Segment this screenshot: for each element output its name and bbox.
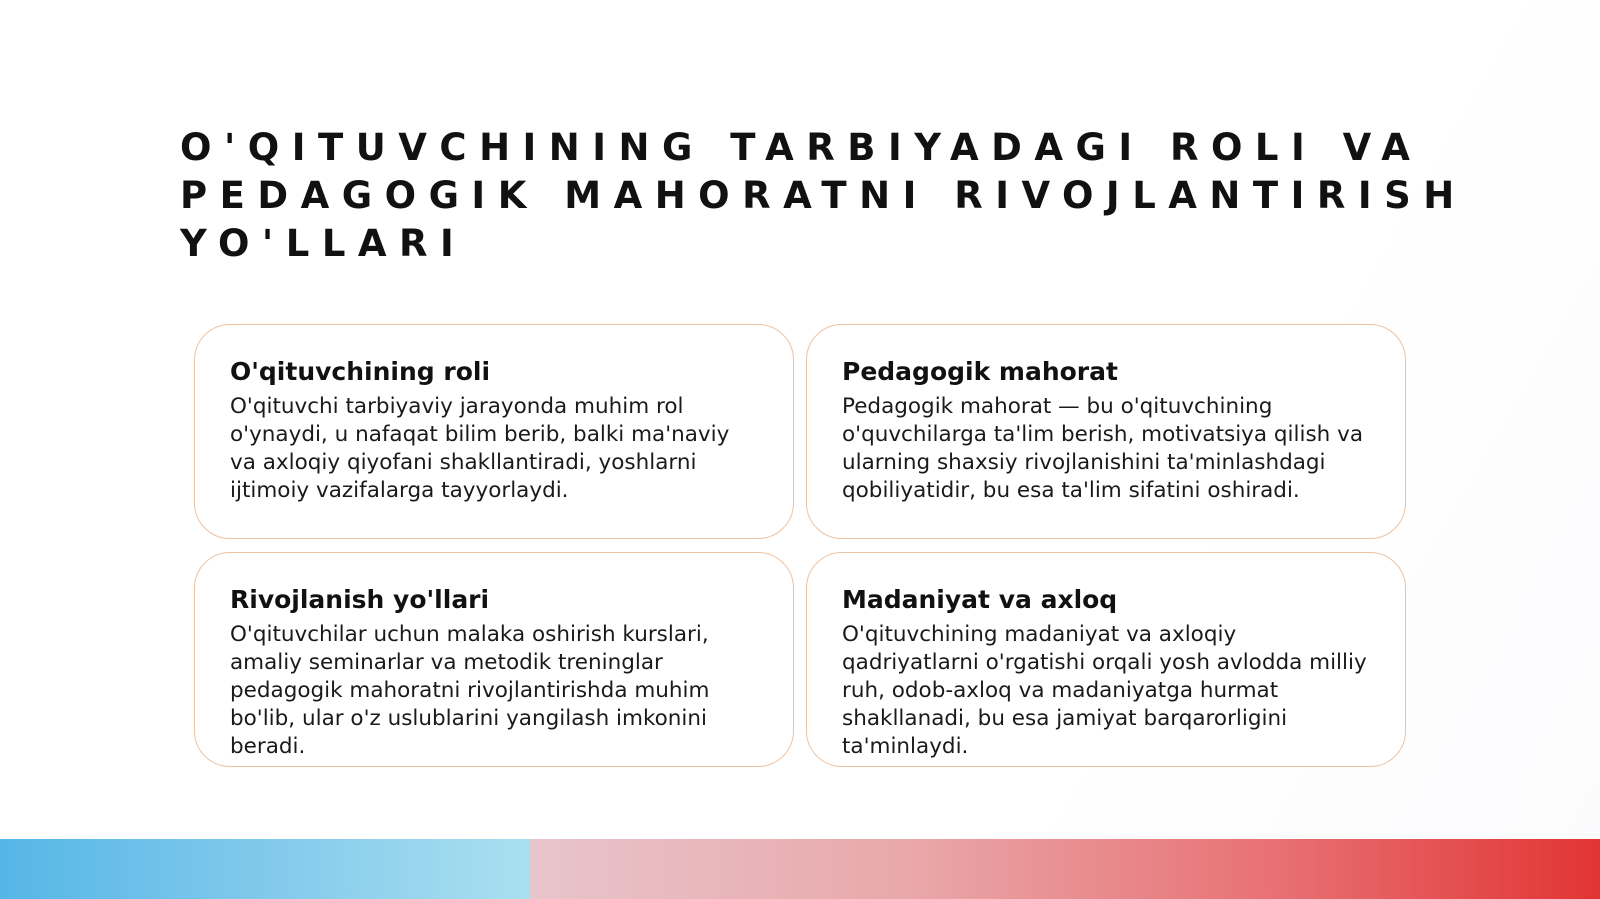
card-text: O'qituvchilar uchun malaka oshirish kurslari, amaliy seminarlar va metodik treninglar pedagogik mahoratni rivojlantirishda muhim bo'lib, ular o'z uslublarini yangilash imkonini beradi. (230, 622, 710, 759)
gradient-bar-blue-segment (0, 839, 530, 899)
card-text: O'qituvchining madaniyat va axloqiy qadriyatlarni o'rgatishi orqali yosh avlodda milliy ruh, odob-axloq va madaniyatga hurmat shakllanadi, bu esa jamiyat barqarorligini ta'minlaydi. (842, 622, 1367, 759)
decorative-gradient-bar (0, 839, 1600, 899)
card-heading: Madaniyat va axloq (842, 585, 1118, 614)
card-text: Pedagogik mahorat — bu o'qituvchining o'quvchilarga ta'lim berish, motivatsiya qilish va ularning shaxsiy rivojlanishini ta'minlashdagi qobiliyatidir, bu esa ta'lim sifatini oshiradi. (842, 394, 1364, 503)
card-heading: O'qituvchining roli (230, 357, 491, 386)
card-grid (194, 324, 1406, 767)
card-heading: Pedagogik mahorat (842, 357, 1118, 386)
card-pedagogical-skill (806, 324, 1406, 539)
card-text: O'qituvchi tarbiyaviy jarayonda muhim rol o'ynaydi, u nafaqat bilim berib, balki ma'naviy va axloqiy qiyofani shakllantiradi, yoshlarni ijtimoiy vazifalarga tayyorlaydi. (230, 394, 730, 503)
card-heading: Rivojlanish yo'llari (230, 585, 490, 614)
card-development-ways (194, 552, 794, 767)
slide-title: O'QITUVCHINING TARBIYADAGI ROLI VA PEDAGOGIK MAHORATNI RIVOJLANTIRISH YO'LLARI (180, 126, 1467, 265)
card-culture-ethics (806, 552, 1406, 767)
gradient-bar-red-segment (530, 839, 1600, 899)
card-teacher-role (194, 324, 794, 539)
